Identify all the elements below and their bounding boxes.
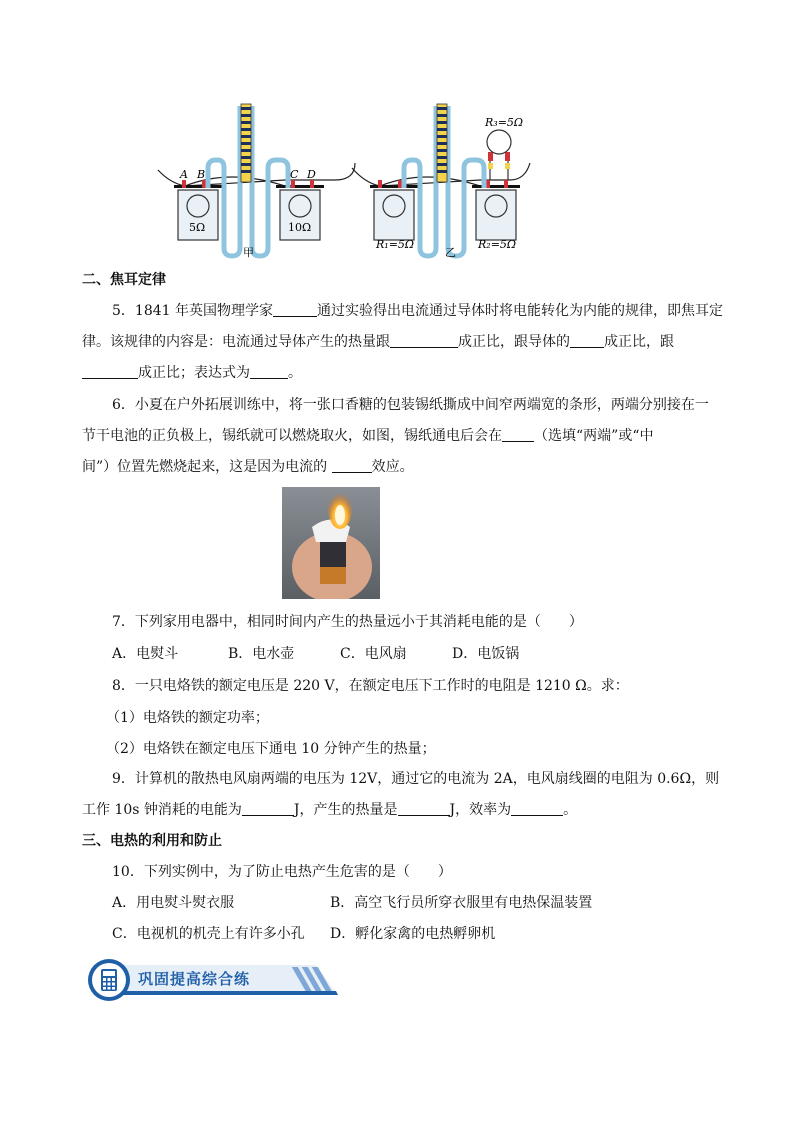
- section-title-electric-heat: 三、电热的利用和防止: [82, 833, 222, 849]
- question-6-line-3: 间”）位置先燃烧起来，这是因为电流的 效应。: [82, 459, 414, 475]
- label-a: A: [180, 168, 188, 181]
- blank[interactable]: [511, 801, 563, 816]
- blank[interactable]: [332, 458, 372, 473]
- label-c: C: [290, 168, 299, 181]
- resistor-r2-label: R₂=5Ω: [478, 238, 517, 251]
- question-5-line-2: 律。该规律的内容是：电流通过导体产生的热量跟 成正比，跟导体的 成正比，跟: [82, 334, 674, 350]
- question-9-line-1: 9．计算机的散热电风扇两端的电压为 12V，通过它的电流为 2A，电风扇线圈的电阻为 0.6Ω，则: [112, 771, 720, 787]
- option-a[interactable]: A．用电熨斗熨衣服: [112, 895, 235, 911]
- option-c[interactable]: C．电视机的机壳上有许多小孔: [112, 926, 305, 942]
- blank[interactable]: [82, 364, 138, 379]
- label-d: D: [307, 168, 316, 181]
- question-8-stem: 8．一只电烙铁的额定电压是 220 V，在额定电压下工作时的电阻是 1210 Ω。求：: [112, 678, 629, 694]
- label-b: B: [197, 168, 206, 181]
- question-6-line-2: 节干电池的正负极上，锡纸就可以燃烧取火，如图，锡纸通电后会在 （选填“两端”或“中: [82, 428, 654, 444]
- section-title-joule-law: 二、焦耳定律: [82, 272, 166, 288]
- blank[interactable]: [250, 364, 288, 379]
- blank[interactable]: [273, 302, 317, 317]
- question-9-line-2: 工作 10s 钟消耗的电能为 J，产生的热量是 J，效率为 。: [82, 802, 578, 818]
- question-10-stem: 10．下列实例中，为了防止电热产生危害的是（ ）: [112, 864, 452, 880]
- resistor-right-value: 10Ω: [288, 221, 312, 234]
- resistor-r1-label: R₁=5Ω: [376, 238, 415, 251]
- blank[interactable]: [570, 333, 604, 348]
- burning-foil-battery-photo: [282, 487, 380, 599]
- option-d[interactable]: D．电饭锅: [452, 646, 520, 662]
- question-7-stem: 7．下列家用电器中，相同时间内产生的热量远小于其消耗电能的是（ ）: [112, 614, 583, 630]
- figure-caption-right: 乙: [445, 246, 456, 259]
- option-c[interactable]: C．电风扇: [340, 646, 407, 662]
- option-b[interactable]: B．高空飞行员所穿衣服里有电热保温装置: [330, 895, 593, 911]
- option-b[interactable]: B．电水壶: [228, 646, 295, 662]
- question-5-line-3: 成正比；表达式为 。: [82, 361, 724, 385]
- experiment-figure: [140, 98, 560, 263]
- figure-caption-left: 甲: [243, 246, 254, 259]
- blank[interactable]: [390, 333, 458, 348]
- resistor-left-value: 5Ω: [189, 221, 206, 234]
- question-8-sub-1: （1）电烙铁的额定功率；: [106, 710, 269, 726]
- option-a[interactable]: A．电熨斗: [112, 646, 179, 662]
- blank[interactable]: [242, 801, 294, 816]
- resistor-r3-label: R₃=5Ω: [485, 116, 524, 129]
- blank[interactable]: [398, 801, 450, 816]
- banner-title: 巩固提高综合练: [138, 970, 251, 988]
- question-6-line-1: 6．小夏在户外拓展训练中，将一张口香糖的包装锡纸撕成中间窄两端宽的条形，两端分别接在一: [112, 397, 709, 413]
- option-d[interactable]: D．孵化家禽的电热孵卵机: [330, 926, 496, 942]
- question-8-sub-2: （2）电烙铁在额定电压下通电 10 分钟产生的热量；: [106, 741, 436, 757]
- calculator-icon: [101, 969, 117, 991]
- question-5-line-1: 5．1841 年英国物理学家 通过实验得出电流通过导体时将电能转化为内能的规律，即焦耳定: [112, 303, 723, 319]
- section-banner: [86, 957, 346, 1003]
- blank[interactable]: [502, 427, 534, 442]
